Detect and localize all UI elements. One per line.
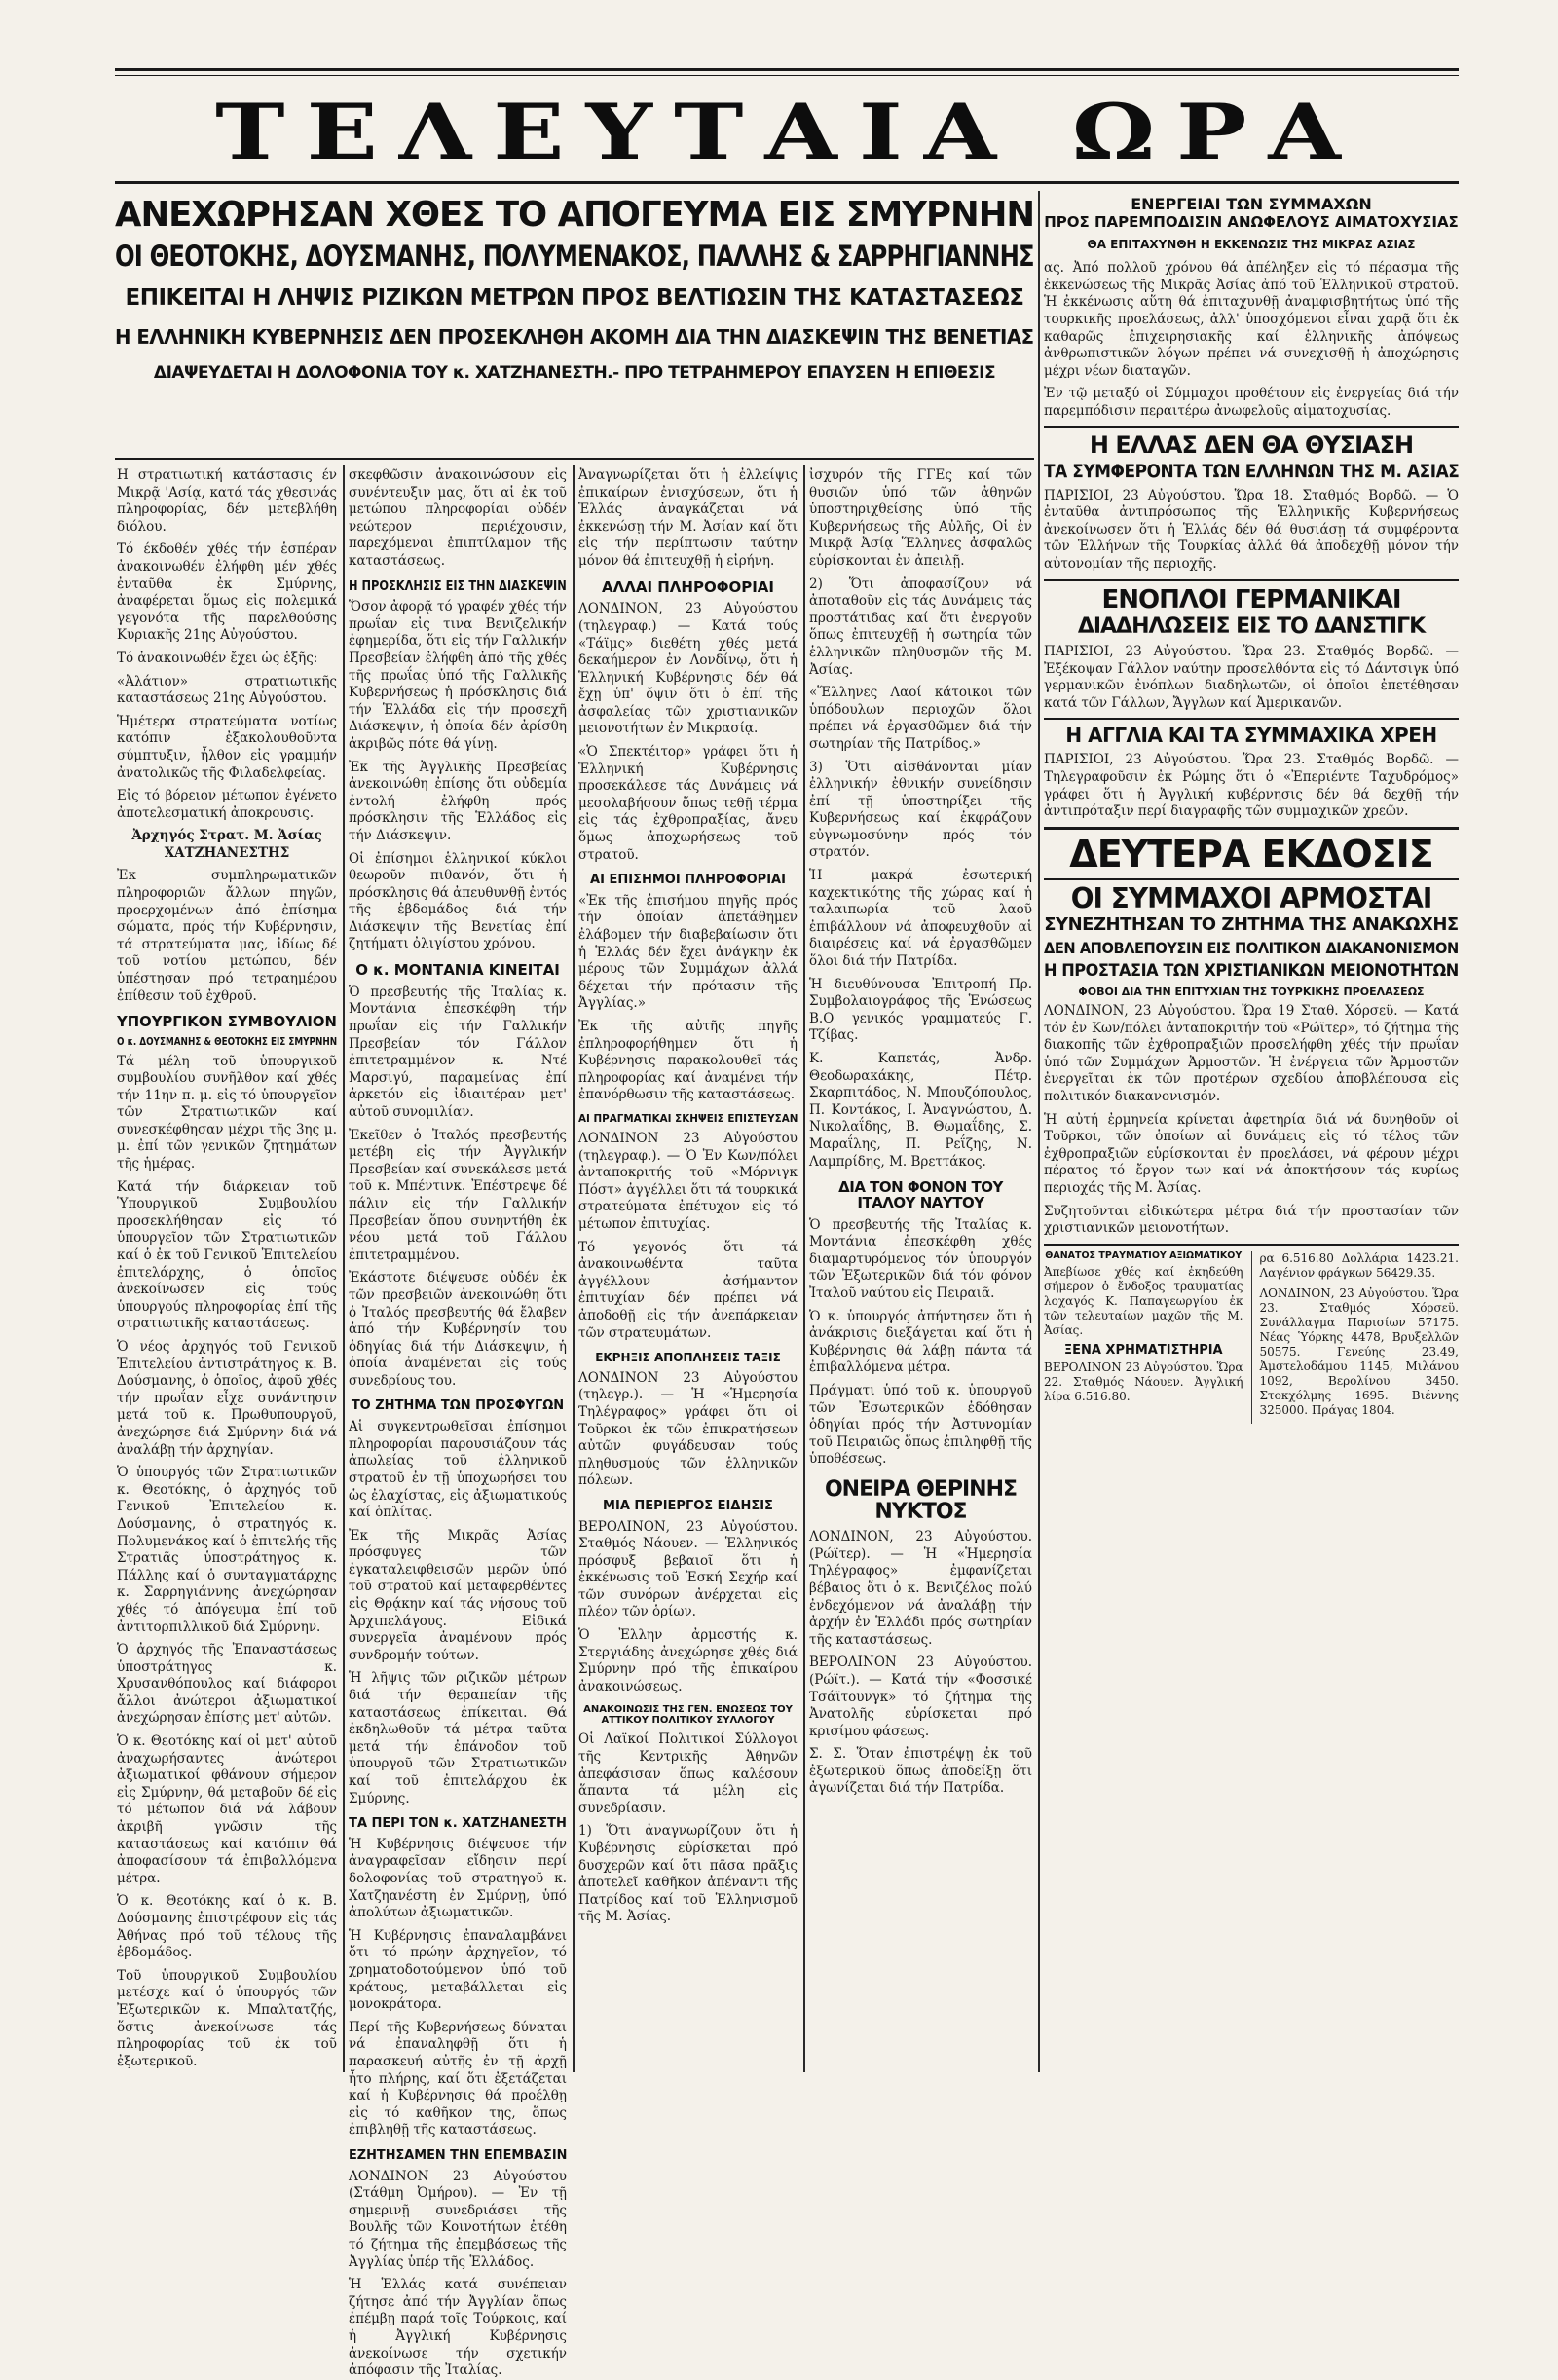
- article-paragraph: Ἐκ τῆς αὐτῆς πηγῆς ἐπληροφορήθημεν ὅτι ἡ Κυβέρνησις παρακολουθεῖ τάς πληροφορίας καί ἀναμένει τήν ἐπανόρθωσιν τῆς καταστάσεως.: [578, 1019, 798, 1103]
- article-paragraph: ΠΑΡΙΣΙΟΙ, 23 Αὐγούστου. Ὥρα 23. Σταθμός Βορδῶ. — Τηλεγραφοῦσιν ἐκ Ρώμης ὅτι ὁ «Ἐπεριέντε Ταχυδρόμος» γράφει ὅτι ἡ Ἀγγλική κυβέρνησις δέν θά δεχθῇ τήν ἀντιπρόταξιν περί διαγραφῆς τῶν συμμαχικῶν χρεῶν.: [1044, 752, 1459, 820]
- article-paragraph: Ὁ ὑπουργός τῶν Στρατιωτικῶν κ. Θεοτόκης, ὁ ἀρχηγός τοῦ Γενικοῦ Ἐπιτελείου κ. Δούσμανης, ὁ στρατηγός κ. Πολυμενάκος καί ὁ ἐπιτελής τῆς Στρατιᾶς ὑποστράτηγος κ. Πάλλης καί ὁ συνταγματάρχης κ. Σαρρηγιάννης ἀνεχώρησαν χθές τό ἀπόγευμα ἐπί τοῦ ἀντιτορπιλλικοῦ διά Σμύρνην.: [117, 1465, 337, 1635]
- section-heading: ΤΑ ΠΕΡΙ ΤΟΝ κ. ΧΑΤΖΗΑΝΕΣΤΗ: [349, 1816, 567, 1832]
- section-rule: [1044, 718, 1459, 720]
- section-heading: ΑΛΛΑΙ ΠΛΗΡΟΦΟΡΙΑΙ: [602, 577, 774, 596]
- section-heading: Η ΑΓΓΛΙΑ ΚΑΙ ΤΑ ΣΥΜΜΑΧΙΚΑ ΧΡΕΗ: [1065, 724, 1437, 748]
- article-paragraph: Ἐκ συμπληρωματικῶν πληροφοριῶν ἄλλων πηγῶν, προερχομένων ἀπό ἐπίσημα σώματα, πρός τήν Κυβέρνησιν, τά στρατεύματα μας, ἰδίως δέ τοῦ νοτίου μετώπου, δέν ὑπέστησαν πρό τετραημέρου ἐπίθεσιν τοῦ ἐχθροῦ.: [117, 868, 337, 1004]
- article-paragraph: ας. Ἀπό πολλοῦ χρόνου θά ἀπέληξεν εἰς τό πέρασμα τῆς ἐκκενώσεως τῆς Μικρᾶς Ἀσίας ἀπό τοῦ Ἑλληνικοῦ στρατοῦ. Ἡ ἐκκένωσις αὕτη θά ἐπιταχυνθῇ ἀναμφισβητήτως ὑπό τῆς τουρκικῆς προελάσεως, ἀλλ' ὑποσχόμενοι εἶναι χαρᾷ ὅτι ἐκ καθαρῶς ἐπιχειρησιακῆς καί ἑλληνικῆς ἀπόψεως ἀνθρωπιστικῶν λόγων πρέπει νά συνεχισθῇ ἡ ἀποχώρησις μέχρι νέων διαταγῶν.: [1044, 260, 1459, 379]
- article-paragraph: σκεφθῶσιν ἀνακοινώσουν εἰς συνέντευξιν μας, ὅτι αἱ ἐκ τοῦ μετώπου πληροφορίαι οὐδέν νεώτερον περιέχουσιν, παρεχόμεναι ἐπιπτίλαμον τῆς καταστάσεως.: [349, 467, 567, 569]
- article-paragraph: «Ἐκ τῆς ἐπισήμου πηγῆς πρός τήν ὁποίαν ἀπετάθημεν ἐλάβομεν τήν διαβεβαίωσιν ὅτι ἡ Ἑλλάς δέν ἔχει ἀνάγκην ἐκ μέρους τῶν Συμμάχων ἀλλά δέχεται τήν πρότασιν τῆς Ἀγγλίας.»: [578, 892, 798, 1012]
- article-paragraph: 1) Ὅτι ἀναγνωρίζουν ὅτι ἡ Κυβέρνησις εὑρίσκεται πρό δυσχερῶν καί ὅτι πᾶσα πρᾶξις ἀποτελεῖ καθῆκον ἀπέναντι τῆς Πατρίδος καί τοῦ Ἑλληνισμοῦ τῆς Μ. Ἀσίας.: [578, 1823, 798, 1925]
- article-paragraph: Ὁ Ἐλλην ἀρμοστής κ. Στεργιάδης ἀνεχώρησε χθές διά Σμύρνην πρό τῆς ἐπικαίρου ἀνακοινώσεως.: [578, 1627, 798, 1694]
- article-paragraph: ΛΟΝΔΙΝΟΝ 23 Αὐγούστου (Στάθμη Ὀμήρου). — Ἐν τῇ σημερινῇ συνεδριάσει τῆς Βουλῆς τῶν Κοινοτήτων ἐτέθη τό ζήτημα τῆς ἐπεμβάσεως τῆς Ἀγγλίας ὑπέρ τῆς Ἑλλάδος.: [349, 2168, 567, 2270]
- section-subheading: ΤΑ ΣΥΜΦΕΡΟΝΤΑ ΤΩΝ ΕΛΛΗΝΩΝ ΤΗΣ Μ. ΑΣΙΑΣ: [1044, 460, 1460, 482]
- article-paragraph: Τοῦ ὑπουργικοῦ Συμβουλίου μετέσχε καί ὁ ὑπουργός τῶν Ἐξωτερικῶν κ. Μπαλτατζής, ὅστις ἀνεκοίνωσε τάς πληροφορίας τοῦ ἐκ τοῦ ἐξωτερικοῦ.: [117, 1967, 337, 2069]
- article-paragraph: ΛΟΝΔΙΝΟΝ, 23 Αὐγούστου (τηλεγραφ.) — Κατά τούς «Τάϊμς» διεθέτη χθές μετά δεκαήμερον ἐν Λονδίνῳ, ὅτι ἡ Ἑλληνική Κυβέρνησις δέν θά ἔχῃ ὑπ' ὄψιν ὅτι ὁ ἐπί τῆς ἀσφαλείας τῶν χριστιανικῶν μειονοτήτων ἐν Μικρασίᾳ.: [578, 601, 798, 737]
- article-paragraph: ΠΑΡΙΣΙΟΙ, 23 Αὐγούστου. Ὥρα 18. Σταθμός Βορδῶ. — Ὁ ἐνταῦθα ἀντιπρόσωπος τῆς Ἑλληνικῆς Κυβερνήσεως ἀνεκοίνωσεν ὅτι ἡ Ἑλλάς δέν θά θυσιάσῃ τά συμφέροντα τῶν Ἑλλήνων τῆς Τουρκίας ἀλλά θά ἀποδεχθῇ μόνον τήν αὐτονομίαν τῆς περιοχῆς.: [1044, 487, 1459, 572]
- article-paragraph: ΛΟΝΔΙΝΟΝ, 23 Αὐγούστου. (Ρώϊτερ). — Ἡ «Ἡμερησία Τηλέγραφος» ἐμφανίζεται βέβαιος ὅτι ὁ κ. Βενιζέλος πολύ ἐνδεχόμενον νά ἀναλάβῃ τήν ἀρχήν ἐν Ἑλλάδι πρός σωτηρίαν τῆς καταστάσεως.: [809, 1529, 1032, 1648]
- article-paragraph: ΛΟΝΔΙΝΟΝ 23 Αὐγούστου (τηλεγραφ.). — Ὁ Ἐν Κων/πόλει ἀνταποκριτής τοῦ «Μόρνιγκ Πόστ» ἀγγέλλει ὅτι τά τουρκικά στρατεύματα ἐπέτυχον εἰς τό μέτωπον ἐπιτυχίας.: [578, 1131, 798, 1232]
- article-paragraph: Ὁ νέος ἀρχηγός τοῦ Γενικοῦ Ἐπιτελείου ἀντιστράτηγος κ. Β. Δούσμανης, ὁ ὁποῖος, ἀφοῦ χθές τήν πρωΐαν εἶχε συνάντησιν μετά τοῦ κ. Πρωθυπουργοῦ, ἀνεχώρησε διά Σμύρνην διά νά ἀναλάβῃ τήν ἀρχηγίαν.: [117, 1339, 337, 1458]
- section-subheading: ΘΑ ΕΠΙΤΑΧΥΝΘΗ Η ΕΚΚΕΝΩΣΙΣ ΤΗΣ ΜΙΚΡΑΣ ΑΣΙΑΣ: [1087, 237, 1416, 251]
- article-paragraph: Ὁ κ. Θεοτόκης καί ὁ κ. Β. Δούσμανης ἐπιστρέφουν εἰς τάς Ἀθήνας πρό τοῦ τέλους τῆς ἑβδομάδος.: [117, 1893, 337, 1961]
- section-heading: ΔΙΑ ΤΟΝ ΦΟΝΟΝ ΤΟΥ ΙΤΑΛΟΥ ΝΑΥΤΟΥ: [838, 1178, 1003, 1211]
- column-rule: [573, 465, 575, 2072]
- article-paragraph: Ἀπεβίωσε χθές καί ἐκηδεύθη σήμερον ὁ ἔνδοξος τραυματίας λοχαγός Κ. Παπαγεωργίου ἐκ τῶν τελευταίων μαχῶν τῆς Μ. Ἀσίας.: [1044, 1264, 1243, 1337]
- article-paragraph: Ἡ Κυβέρνησις διέψευσε τήν ἀναγραφεῖσαν εἴδησιν περί δολοφονίας τοῦ στρατηγοῦ κ. Χατζηανέστη ἐν Σμύρνῃ, ὑπό ἀπολύτων ἀξιωματικῶν.: [349, 1836, 567, 1921]
- article-paragraph: ΛΟΝΔΙΝΟΝ 23 Αὐγούστου (τηλεγρ.). — Ἡ «Ἡμερησία Τηλέγραφος» γράφει ὅτι οἱ Τοῦρκοι ἐκ τῶν ἐπικρατήσεων αὐτῶν φυγάδευσαν τούς πληθυσμούς τῶν ἑλληνικῶν πόλεων.: [578, 1369, 798, 1489]
- article-paragraph: Ὅσον ἀφορᾷ τό γραφέν χθές τήν πρωΐαν εἰς τινα Βενιζελικήν ἐφημερίδα, ὅτι εἰς τήν Γαλλικήν Πρεσβείαν ἐλήφθη ἀπό τῆς χθές τῆς πρωΐας ὑπό τῆς Γαλλικῆς Κυβερνήσεως ἡ πρόσκλησις διά τήν Ἑλλάδα εἰς τήν προσεχῆ Διάσκεψιν, ἡ ὁποία δέν ἀρίσθη ἀκριβῶς πότε θά γίνῃ.: [349, 599, 567, 752]
- section-rule: [1044, 579, 1459, 581]
- section-heading: ΜΙΑ ΠΕΡΙΕΡΓΟΣ ΕΙΔΗΣΙΣ: [603, 1498, 773, 1513]
- section-heading: Η ΠΡΟΣΚΛΗΣΙΣ ΕΙΣ ΤΗΝ ΔΙΑΣΚΕΨΙΝ: [349, 578, 567, 594]
- section-heading: Η ΕΛΛΑΣ ΔΕΝ ΘΑ ΘΥΣΙΑΣΗ: [1089, 431, 1414, 460]
- section-subheading: Ο κ. ΔΟΥΣΜΑΝΗΣ & ΘΕΟΤΟΚΗΣ ΕΙΣ ΣΜΥΡΝΗΝ: [117, 1034, 338, 1048]
- section-heading: ΑΝΑΚΟΙΝΩΣΙΣ ΤΗΣ ΓΕΝ. ΕΝΩΣΕΩΣ ΤΟΥ ΑΤΤΙΚΟΥ ΠΟΛΙΤΙΚΟΥ ΣΥΛΛΟΓΟΥ: [583, 1704, 793, 1726]
- article-paragraph: Ἡ διευθύνουσα Ἐπιτροπή Πρ. Συμβολαιογράφος τῆς Ἑνώσεως Β.Ο γενικός γραμματεύς Γ. Τζίβας.: [809, 976, 1032, 1044]
- section-heading: ΘΑΝΑΤΟΣ ΤΡΑΥΜΑΤΙΟΥ ΑΞΙΩΜΑΤΙΚΟΥ: [1045, 1249, 1243, 1261]
- section-heading: ΕΝΕΡΓΕΙΑΙ ΤΩΝ ΣΥΜΜΑΧΩΝ: [1131, 195, 1372, 213]
- article-paragraph: Ἐκάστοτε διέψευσε οὐδέν ἐκ τῶν πρεσβειῶν ἀνεκοινώθη ὅτι ὁ Ἰταλός πρεσβευτής θά ἔλαβεν ἀπό τήν Κυβέρνησίν του ὁδηγίας διά τήν Διάσκεψιν, ἡ ὁποία ἀναμένεται εἰς τούς συνεδρίους του.: [349, 1270, 567, 1389]
- article-paragraph: Περί τῆς Κυβερνήσεως δύναται νά ἐπαναληφθῇ ὅτι ἡ παρασκευή αὐτῆς ἐν τῇ ἀρχῇ ἦτο πλήρης, καί ὅτι ἐξετάζεται καί ἡ Κυβέρνησις θά προέλθῃ εἰς τό καθῆκον της, ὅπως ἐπιβληθῇ τῆς καταστάσεως.: [349, 2019, 567, 2138]
- section-heading: ΕΖΗΤΗΣΑΜΕΝ ΤΗΝ ΕΠΕΜΒΑΣΙΝ: [349, 2147, 568, 2163]
- article-paragraph: Οἱ ἐπίσημοι ἑλληνικοί κύκλοι θεωροῦν πιθανόν, ὅτι ἡ πρόσκλησις θά ἀπευθυνθῇ ἐντός τῆς ἑβδομάδος διά τήν Διάσκεψιν τῆς Βενετίας ἐπί ζητήματι ὀλιγίστου χρόνου.: [349, 850, 567, 952]
- article-paragraph: Ἡμέτερα στρατεύματα νοτίως κατόπιν ἐξακολουθοῦντα σύμπτυξιν, ἦλθον εἰς γραμμήν ἀνατολικῶς τῆς Φιλαδελφείας.: [117, 713, 337, 781]
- lead-headline-4: Η ΕΛΛΗΝΙΚΗ ΚΥΒΕΡΝΗΣΙΣ ΔΕΝ ΠΡΟΣΕΚΛΗΘΗ ΑΚΟΜΗ ΔΙΑ ΤΗΝ ΔΙΑΣΚΕΨΙΝ ΤΗΣ ΒΕΝΕΤΙΑΣ: [115, 325, 1034, 350]
- section-subheading: Η ΠΡΟΣΤΑΣΙΑ ΤΩΝ ΧΡΙΣΤΙΑΝΙΚΩΝ ΜΕΙΟΝΟΤΗΤΩΝ: [1044, 960, 1459, 981]
- section-rule: [1044, 827, 1459, 830]
- article-paragraph: Ὁ πρεσβευτής τῆς Ἰταλίας κ. Μοντάνια ἐπεσκέφθη τήν πρωΐαν εἰς τήν Γαλλικήν Πρεσβείαν τόν Γάλλον ἐπιτετραμμένον κ. Ντέ Μαρσιγύ, παραμείνας ἐπί ἀρκετόν εἰς ἰδιαιτέραν μετ' αὐτοῦ συνομιλίαν.: [349, 984, 567, 1120]
- section-rule: [1044, 1244, 1459, 1246]
- column-rule: [1038, 191, 1040, 2072]
- article-paragraph: Ἀναγνωρίζεται ὅτι ἡ ἐλλείψις ἐπικαίρων ἐνισχύσεων, ὅτι ἡ Ἑλλάς ἀναγκάζεται νά ἐκκενώσῃ τήν Μ. Ἀσίαν καί ὅτι εἰς τήν περίπτωσιν ταύτην μόνον θά ἐπιτευχθῇ ἡ εἰρήνη.: [578, 467, 798, 569]
- article-paragraph: Ὁ κ. Θεοτόκης καί οἱ μετ' αὐτοῦ ἀναχωρήσαντες ἀνώτεροι ἀξιωματικοί φθάνουν σήμερον εἰς Σμύρνην, θά μεταβοῦν δέ εἰς τό μέτωπον διά νά λάβουν ἀκριβῆ γνῶσιν τῆς καταστάσεως καί κατόπιν θά ἀποφασίσουν τά ἐπιβαλλόμενα μέτρα.: [117, 1733, 337, 1886]
- lead-headline-3: ΕΠΙΚΕΙΤΑΙ Η ΛΗΨΙΣ ΡΙΖΙΚΩΝ ΜΕΤΡΩΝ ΠΡΟΣ ΒΕΛΤΙΩΣΙΝ ΤΗΣ ΚΑΤΑΣΤΑΣΕΩΣ: [125, 285, 1024, 312]
- section-heading: Ο κ. ΜΟΝΤΑΝΙΑ ΚΙΝΕΙΤΑΙ: [355, 961, 560, 980]
- article-paragraph: Τό έκδοθέν χθές τήν ἑσπέραν ἀνακοινωθέν ἐλήφθη μέν χθές ἐνταῦθα ἐκ Σμύρνης, ἀναφέρεται ὅμως εἰς πολεμικά γεγονότα τῆς παρελθούσης Κυριακῆς 21ης Αὐγούστου.: [117, 541, 337, 644]
- article-paragraph: Ὁ πρεσβευτής τῆς Ἰταλίας κ. Μοντάνια ἐπεσκέφθη χθές διαμαρτυρόμενος τόν ὑπουργόν τῶν Ἐξωτερικῶν διά τόν φόνον Ἰταλοῦ ναύτου εἰς Πειραιᾶ.: [809, 1216, 1032, 1302]
- article-paragraph: Σ. Σ. Ὅταν ἐπιστρέψῃ ἐκ τοῦ ἐξωτερικοῦ ὅπως ἀποδείξῃ ὅτι ἀγωνίζεται διά τήν Πατρίδα.: [809, 1746, 1032, 1797]
- article-paragraph: «Ἕλληνες Λαοί κάτοικοι τῶν ὑπόδουλων περιοχῶν ὅλοι πρέπει νά ἐργασθῶμεν διά τήν σωτηρίαν τῆς Πατρίδος.»: [809, 685, 1032, 752]
- article-paragraph: ΛΟΝΔΙΝΟΝ, 23 Αὐγούστου. Ὥρα 23. Σταθμός Χόρσεϋ. Συνάλλαγμα Παρισίων 57175. Νέας Ὑόρκης 4478, Βρυξελλῶν 50575. Γενεύης 23.49, Ἀμστελοδάμου 1145, Μιλάνου 1092, Βερολίνου 3450. Στοκχόλμης 1695. Βιέννης 325000. Πράγας 1804.: [1259, 1285, 1459, 1417]
- article-paragraph: Πράγματι ὑπό τοῦ κ. ὑπουργοῦ τῶν Ἐσωτερικῶν ἐδόθησαν ὁδηγίαι πρός τήν Ἀστυνομίαν τοῦ Πειραιῶς ὅπως ἐπιληφθῇ τῆς ὑποθέσεως.: [809, 1383, 1032, 1468]
- article-paragraph: Ἡ Ἑλλάς κατά συνέπειαν ζήτησε ἀπό τήν Ἀγγλίαν ὅπως ἐπέμβῃ παρά τοῖς Τούρκοις, καί ἡ Ἀγγλική Κυβέρνησις ἀνεκοίνωσε τήν σχετικήν ἀπόφασιν τῆς Ἰταλίας.: [349, 2277, 567, 2379]
- section-heading: ΑΙ ΠΡΑΓΜΑΤΙΚΑΙ ΣΚΗΨΕΙΣ ΕΠΙΣΤΕΥΣΑΝ: [578, 1112, 798, 1125]
- second-edition-heading: ΔΕΥΤΕΡΑ ΕΚΔΟΣΙΣ: [1069, 832, 1433, 875]
- article-paragraph: Ἐν τῷ μεταξύ οἱ Σύμμαχοι προθέτουν εἰς ἐνεργείας διά τήν παρεμπόδισιν περαιτέρω ἀνωφελοῦς αἱματοχυσίας.: [1044, 386, 1459, 419]
- article-paragraph: Ἐκεῖθεν ὁ Ἰταλός πρεσβευτής μετέβη εἰς τήν Ἀγγλικήν Πρεσβείαν καί συνεκάλεσε μετά τοῦ κ. Μπέντινκ. Ἐπέστρεψε δέ πάλιν εἰς τήν Γαλλικήν Πρεσβείαν ὅπου συνηντήθη ἐκ νέου μετά τοῦ Γάλλου ἐπιτετραμμένου.: [349, 1127, 567, 1263]
- section-subheading: ΠΡΟΣ ΠΑΡΕΜΠΟΔΙΣΙΝ ΑΝΩΦΕΛΟΥΣ ΑΙΜΑΤΟΧΥΣΙΑΣ: [1044, 212, 1459, 231]
- article-paragraph: ΠΑΡΙΣΙΟΙ, 23 Αὐγούστου. Ὥρα 23. Σταθμός Βορδῶ. — Ἐξέκοψαν Γάλλον ναύτην προσελθόντα εἰς τό Δάντσιγκ ὑπό γερμανικῶν ἐνόπλων διαδηλωτῶν, οἱ ὁποῖοι ἐπετέθησαν κατά τῶν Γάλλων, Ἄγγλων καί Ἀμερικανῶν.: [1044, 643, 1459, 711]
- article-paragraph: Ἡ αὐτή ἐρμηνεία κρίνεται ἀφετηρία διά νά δυνηθοῦν οἱ Τοῦρκοι, τῶν ὁποίων αἱ δυνάμεις εἰς τό τέλος τῶν ἐχθροπραξιῶν εὑρίσκονται ἐν προελάσει, νά φέρουν μέχρι πέρατος τό ἔργον των καί νά ἀποκτήσουν τάς κυρίως περιοχάς τῆς Μ. Ἀσίας.: [1044, 1111, 1459, 1197]
- article-paragraph: Ὁ κ. ὑπουργός ἀπήντησεν ὅτι ἡ ἀνάκρισις διεξάγεται καί ὅτι ἡ Κυβέρνησις θά λάβῃ πάντα τά ἐπιβαλλόμενα μέτρα.: [809, 1308, 1032, 1376]
- article-paragraph: ΛΟΝΔΙΝΟΝ, 23 Αὐγούστου. Ὥρα 19 Σταθ. Χόρσεϋ. — Κατά τόν ἐν Κων/πόλει ἀνταποκριτήν τοῦ «Ρώϊτερ», τό ζήτημα τῆς διακοπῆς τῶν ἐχθροπραξιῶν προσελήφθη χθές τήν πρωΐαν ὑπό τῶν Συμμάχων Ἀρμοστῶν. Ἡ ἐνέργεια τῶν Ἀρμοστῶν ἐνεργεῖται ἐκ τῶν προτέρων σχεδίου ἀποβλέπουσα εἰς πολιτικόν διακανονισμόν.: [1044, 1003, 1459, 1105]
- masthead-title: ΤΕΛΕΥΤΑΙΑ ΩΡΑ: [215, 87, 1362, 177]
- section-heading: ΥΠΟΥΡΓΙΚΟΝ ΣΥΜΒΟΥΛΙΟΝ: [117, 1013, 337, 1031]
- article-paragraph: Ἐκ τῆς Ἀγγλικῆς Πρεσβείας ἀνεκοινώθη ἐπίσης ὅτι οὐδεμία ἐντολή ἐλήφθη πρός πρόσκλησιν τῆς Ἑλλάδος εἰς τήν Διάσκεψιν.: [349, 759, 567, 843]
- section-heading: ΞΕΝΑ ΧΡΗΜΑΤΙΣΤΗΡΙΑ: [1063, 1342, 1223, 1357]
- masthead-rule: [115, 181, 1459, 184]
- column-2: [349, 467, 568, 2379]
- article-paragraph: ΒΕΡΟΛΙΝΟΝ 23 Αὐγούστου. Ὥρα 22. Σταθμός Νάουεν. Ἀγγλική λίρα 6.516.80.: [1044, 1360, 1243, 1404]
- lead-headline-2: ΟΙ ΘΕΟΤΟΚΗΣ, ΔΟΥΣΜΑΝΗΣ, ΠΟΛΥΜΕΝΑΚΟΣ, ΠΑΛΛΗΣ & ΣΑΡΡΗΓΙΑΝΝΗΣ: [115, 239, 1034, 273]
- article-paragraph: Ὁ ἀρχηγός τῆς Ἐπαναστάσεως ὑποστράτηγος κ. Χρυσανθόπουλος καί διάφοροι ἄλλοι ἀνώτεροι ἀξιωματικοί ἀνεχώρησαν ἐπίσης μετ' αὐτῶν.: [117, 1642, 337, 1727]
- article-paragraph: ΒΕΡΟΛΙΝΟΝ, 23 Αὐγούστου. Σταθμός Νάουεν. — Ἑλληνικός πρόσφυξ βεβαιοῖ ὅτι ἡ ἐκκένωσις τοῦ Ἐσκή Σεχήρ καί τῶν συνόρων ἀνέρχεται εἰς πλέον τῶν ὁρίων.: [578, 1518, 798, 1620]
- section-subheading: ΔΙΑΔΗΛΩΣΕΙΣ ΕΙΣ ΤΟ ΔΑΝΣΤΙΓΚ: [1077, 614, 1426, 639]
- lead-headline-5: ΔΙΑΨΕΥΔΕΤΑΙ Η ΔΟΛΟΦΟΝΙΑ ΤΟΥ κ. ΧΑΤΖΗΑΝΕΣΤΗ.- ΠΡΟ ΤΕΤΡΑΗΜΕΡΟΥ ΕΠΑΥΣΕΝ Η ΕΠΙΘΕΣΙΣ: [153, 363, 996, 384]
- top-rule: [115, 68, 1459, 71]
- article-paragraph: «Ὁ Σπεκτέιτορ» γράφει ὅτι ἡ Ἑλληνική Κυβέρνησις προσεκάλεσε τάς Δυνάμεις νά μεσολαβήσουν ὅπως τεθῇ τέρμα εἰς τάς ἐχθροπραξίας, ἄνευ ὅμως ἀποχωρήσεως τοῦ στρατοῦ.: [578, 744, 798, 863]
- section-heading: ΕΝΟΠΛΟΙ ΓΕΡΜΑΝΙΚΑΙ: [1101, 584, 1401, 614]
- lead-rule: [115, 458, 1034, 460]
- section-rule: [1044, 878, 1459, 880]
- article-paragraph: ἰσχυρόν τῆς ΓΓΕς καί τῶν θυσιῶν ὑπό τῶν ἀθηνῶν ὑποστηριχθείσης ὑπό τῆς Κυβερνήσεως τῆς Αὐλῆς, Οἱ ἐν Μικρᾷ Ἀσίᾳ Ἕλληνες ἀσφαλῶς εὑρίσκονται ἐν ἀπειλῇ.: [809, 467, 1032, 569]
- section-heading: ΕΚΡΗΞΙΣ ΑΠΟΠΛΗΣΕΙΣ ΤΑΞΙΣ: [595, 1351, 781, 1365]
- article-paragraph: Τό ἀνακοινωθέν ἔχει ὡς ἑξῆς:: [117, 650, 318, 666]
- article-paragraph: Ἡ Κυβέρνησις ἐπαναλαμβάνει ὅτι τό πρώην ἀρχηγεῖον, τό χρηματοδοτούμενον ὑπό τοῦ κράτους, μεταβάλλεται εἰς μονοκράτορα.: [349, 1927, 567, 2013]
- column-rule: [803, 465, 805, 2072]
- lead-headlines: [115, 191, 1034, 452]
- column-rule: [343, 465, 345, 2072]
- section-rule: [1044, 426, 1459, 428]
- article-paragraph: «Ἀλάτιον» στρατιωτικῆς καταστάσεως 21ης Αὐγούστου.: [117, 673, 337, 707]
- article-paragraph: Ἡ μακρά ἐσωτερική καχεκτικότης τῆς χώρας καί ἡ ταλαιπωρία τοῦ λαοῦ ἐπιβάλλουν νά ἀποφευχθοῦν αἱ διαιρέσεις καί νά ἐργασθῶμεν ὅλοι διά τήν Πατρίδα.: [809, 868, 1032, 970]
- column-1: [117, 467, 337, 2074]
- article-paragraph: Αἱ συγκεντρωθεῖσαι ἐπίσημοι πληροφορίαι παρουσιάζουν τάς ἀπωλείας τοῦ ἑλληνικοῦ στρατοῦ ἐν τῇ ὑποχωρήσει του ὡς ἐλαχίστας, εἰς ἀξιωματικούς καί ὁπλίτας.: [349, 1419, 567, 1521]
- section-subheading: ΔΕΝ ΑΠΟΒΛΕΠΟΥΣΙΝ ΕΙΣ ΠΟΛΙΤΙΚΟΝ ΔΙΑΚΑΝΟΝΙΣΜΟΝ: [1044, 938, 1459, 957]
- article-paragraph: 3) Ὅτι αἰσθάνονται μίαν ἐλληνικήν ἐθνικήν συνείδησιν ἐπί τῇ ὑποστηρίξει τῆς Κυβερνήσεως καί ἐκφράζουν εὐγνωμοσύνην πρός τόν στρατόν.: [809, 759, 1032, 861]
- article-paragraph: Ἐκ τῆς Μικρᾶς Ἀσίας πρόσφυγες τῶν ἐγκαταλειφθεισῶν μερῶν ὑπό τοῦ στρατοῦ καί μεταφερθέντες εἰς Θρᾴκην καί τάς νήσους τοῦ Ἀρχιπελάγους. Εἰδικά συνεργεῖα ἀναμένουν πρός συνδρομήν τούτων.: [349, 1527, 567, 1663]
- article-paragraph: Εἰς τό βόρειον μέτωπον ἐγένετο ἀποτελεσματική ἀποκρουσις.: [117, 788, 337, 821]
- article-paragraph: Κ. Καπετάς, Ἀνδρ. Θεοδωρακάκης, Πέτρ. Σκαρπιτάδος, Ν. Μπουζόπουλος, Π. Κοντάκος, Ι. Ἀναγνώστου, Δ. Νικολαΐδης, Β. Θωμαΐδης, Σ. Μαραΐλης, Π. Ρεΐζης, Ν. Λαμπρίδης, Μ. Βρεττάκος.: [809, 1051, 1032, 1170]
- section-subheading: ΦΟΒΟΙ ΔΙΑ ΤΗΝ ΕΠΙΤΥΧΙΑΝ ΤΗΣ ΤΟΥΡΚΙΚΗΣ ΠΡΟΕΛΑΣΕΩΣ: [1078, 985, 1425, 998]
- section-subheading: ΣΥΝΕΖΗΤΗΣΑΝ ΤΟ ΖΗΤΗΜΑ ΤΗΣ ΑΝΑΚΩΧΗΣ: [1044, 914, 1459, 935]
- column-3: [578, 467, 798, 2074]
- article-paragraph: Η στρατιωτική κατάστασις έν Μικρᾷ 'Ασίᾳ, κατά τάς χθεσινάς πληροφορίας, δέν μετεβλήθη διόλου.: [117, 467, 337, 535]
- article-paragraph: 2) Ὅτι ἀποφασίζουν νά ἀποταθοῦν εἰς τάς Δυνάμεις τάς προστάτιδας καί ὅτι ἐνεργοῦν ὅπως ἐπιτευχθῇ ἡ σωτηρία τῶν ἑλληνικῶν πληθυσμῶν τῆς Μ. Ἀσίας.: [809, 576, 1032, 678]
- article-paragraph: Κατά τήν διάρκειαν τοῦ Ὑπουργικοῦ Συμβουλίου προσεκλήθησαν εἰς τό ὑπουργεῖον τῶν Στρατιωτικῶν καί ὁ ἐκ τοῦ Γενικοῦ Ἐπιτελείου ἐπιτελάρχης, ὁ ὁποῖος ἀνεκοίνωσεν εἰς τούς ὑπουργούς πληροφορίας ἐπί τῆς στρατιωτικῆς καταστάσεως.: [117, 1178, 337, 1332]
- article-paragraph: ρα 6.516.80 Δολλάρια 1423.21. Λαγένιον φράγκων 56429.35.: [1259, 1250, 1459, 1280]
- section-heading: ΑΙ ΕΠΙΣΗΜΟΙ ΠΛΗΡΟΦΟΡΙΑΙ: [590, 873, 786, 888]
- column-4: [809, 467, 1032, 2074]
- article-paragraph: Συζητοῦνται εἰδικώτερα μέτρα διά τήν προστασίαν τῶν χριστιανικῶν μειονοτήτων.: [1044, 1203, 1459, 1237]
- article-paragraph: ΒΕΡΟΛΙΝΟΝ 23 Αὐγούστου. (Ρώϊτ.). — Κατά τήν «Φοσσικέ Τσάϊτουνγκ» τό ζήτημα τῆς Ἀνατολῆς εὑρίσκεται πρό κρισίμου φάσεως.: [809, 1655, 1032, 1739]
- section-heading: ΟΙ ΣΥΜΜΑΧΟΙ ΑΡΜΟΣΤΑΙ: [1070, 881, 1432, 914]
- article-paragraph: Τά μέλη τοῦ ὑπουργικοῦ συμβουλίου συνῆλθον καί χθές τήν 11ην π. μ. εἰς τό ὑπουργεῖον τῶν Στρατιωτικῶν καί συνεσκέφθησαν μέχρι τῆς 3ης μ. μ. ἐπί τῶν γενικῶν ζητημάτων τῆς ἡμέρας.: [117, 1053, 337, 1172]
- right-column: [1044, 191, 1459, 2070]
- top-rule-thin: [115, 75, 1459, 76]
- section-heading: ΤΟ ΖΗΤΗΜΑ ΤΩΝ ΠΡΟΣΦΥΓΩΝ: [351, 1398, 565, 1414]
- lead-headline-1: ΑΝΕΧΩΡΗΣΑΝ ΧΘΕΣ ΤΟ ΑΠΟΓΕΥΜΑ ΕΙΣ ΣΜΥΡΝΗΝ: [115, 195, 1035, 235]
- section-heading: ΟΝΕΙΡΑ ΘΕΡΙΝΗΣ ΝΥΚΤΟΣ: [824, 1476, 1018, 1525]
- signature: Ἀρχηγός Στρατ. Μ. Ἀσίας ΧΑΤΖΗΑΝΕΣΤΗΣ: [131, 828, 322, 861]
- article-paragraph: Ἡ λῆψις τῶν ριζικῶν μέτρων διά τήν θεραπείαν τῆς καταστάσεως ἐπίκειται. Θά ἐκδηλωθοῦν τά μέτρα ταῦτα μετά τήν ἐπάνοδον τοῦ ὑπουργοῦ τῶν Στρατιωτικῶν καί τοῦ ἐπιτελάρχου ἐκ Σμύρνης.: [349, 1670, 567, 1806]
- article-paragraph: Τό γεγονός ὅτι τά ἀνακοινωθέντα ταῦτα ἀγγέλλουν ἀσήμαντον ἐπιτυχίαν δέν πρέπει νά ἀποδοθῇ εἰς τήν ἀνεπάρκειαν τῶν στρατευμάτων.: [578, 1239, 798, 1341]
- article-paragraph: Οἱ Λαϊκοί Πολιτικοί Σύλλογοι τῆς Κεντρικῆς Ἀθηνῶν ἀπεφάσισαν ὅπως καλέσουν ἅπαντα τά μέλη εἰς συνεδρίασιν.: [578, 1731, 798, 1816]
